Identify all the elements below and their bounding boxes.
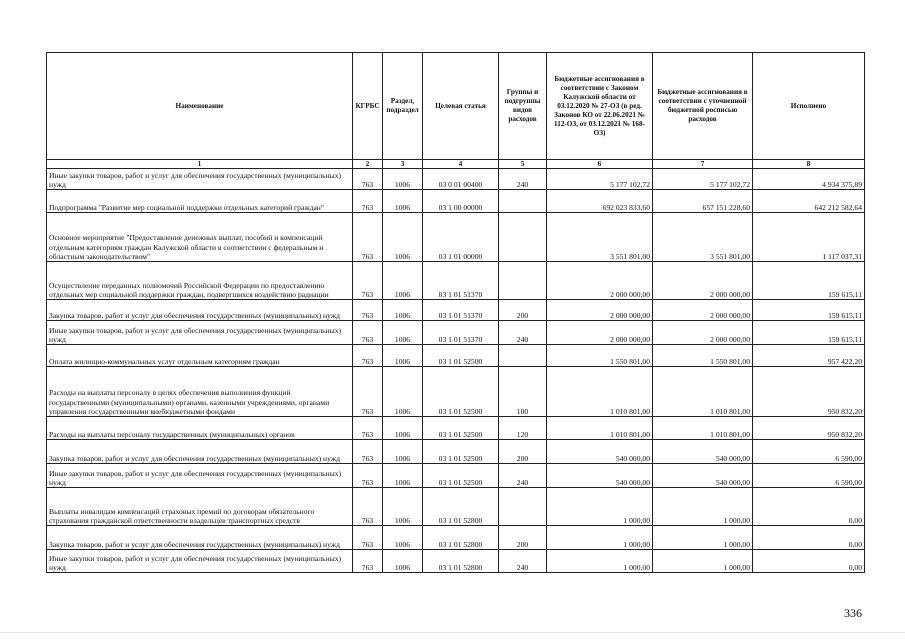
row-refined-allocation: 657 151 228,60 [653,190,753,213]
header-expense-group: Группы и подгруппы видов расходов [499,53,547,160]
row-law-allocation: 1 000,00 [547,488,653,526]
row-executed: 0,00 [753,550,865,573]
table-row [47,417,865,440]
row-name: Иные закупки товаров, работ и услуг для обеспечения государственных (муниципальных) нужд [47,321,353,345]
row-law-allocation: 3 551 801,00 [547,213,653,262]
row-target-article: 03 1 01 51370 [423,262,499,300]
header-law-allocations: Бюджетные ассигнования в соответствии с Законом Калужской области от 03.12.2020 № 27-ОЗ (в ред. Законов КО от 22.06.2021 № 112-ОЗ, от 03.12.2021 № 168-ОЗ) [547,53,653,160]
row-executed: 6 590,00 [753,440,865,464]
row-expense-group [499,345,547,367]
row-kgrbs: 763 [353,440,383,464]
row-refined-allocation: 2 000 000,00 [653,300,753,321]
column-number: 3 [383,160,423,169]
row-refined-allocation: 5 177 102,72 [653,169,753,190]
row-target-article: 03 1 01 52500 [423,367,499,417]
column-number: 1 [47,160,353,169]
row-section: 1006 [383,213,423,262]
row-target-article: 03 1 01 52500 [423,440,499,464]
row-law-allocation: 1 000,00 [547,550,653,573]
row-expense-group: 240 [499,550,547,573]
row-section: 1006 [383,345,423,367]
table-row [47,262,865,300]
row-section: 1006 [383,440,423,464]
row-executed: 159 615,11 [753,300,865,321]
row-law-allocation: 2 000 000,00 [547,300,653,321]
row-refined-allocation: 540 000,00 [653,440,753,464]
row-target-article: 03 1 01 00000 [423,213,499,262]
row-kgrbs: 763 [353,190,383,213]
row-kgrbs: 763 [353,345,383,367]
row-target-article: 03 1 01 52500 [423,417,499,440]
row-target-article: 03 1 01 51370 [423,321,499,345]
row-target-article: 03 0 01 00400 [423,169,499,190]
row-refined-allocation: 2 000 000,00 [653,321,753,345]
row-refined-allocation: 540 000,00 [653,464,753,488]
row-executed: 0,00 [753,488,865,526]
row-target-article: 03 1 01 52500 [423,345,499,367]
row-refined-allocation: 1 000,00 [653,526,753,550]
row-name: Расходы на выплаты персоналу в целях обеспечения выполнения функций государственными (муниципальными) органами, казенными учреждениями, органами управления государственными внебюджетными фондами [47,367,353,417]
row-section: 1006 [383,300,423,321]
row-expense-group: 200 [499,440,547,464]
scan-edge-divider [0,632,905,633]
column-number: 6 [547,160,653,169]
row-refined-allocation: 1 000,00 [653,550,753,573]
column-number: 2 [353,160,383,169]
table-row [47,213,865,262]
row-section: 1006 [383,526,423,550]
table-row [47,464,865,488]
row-executed: 0,00 [753,526,865,550]
row-kgrbs: 763 [353,262,383,300]
header-name: Наименование [47,53,353,160]
row-refined-allocation: 1 000,00 [653,488,753,526]
row-name: Оплата жилищно-коммунальных услуг отдельным категориям граждан [47,345,353,367]
row-refined-allocation: 3 551 801,00 [653,213,753,262]
row-name: Закупка товаров, работ и услуг для обеспечения государственных (муниципальных) нужд [47,440,353,464]
header-target-article: Целевая статья [423,53,499,160]
row-name: Иные закупки товаров, работ и услуг для обеспечения государственных (муниципальных) нужд [47,169,353,190]
column-number-row [47,160,865,169]
table-row [47,488,865,526]
row-expense-group: 200 [499,526,547,550]
row-law-allocation: 692 023 833,60 [547,190,653,213]
row-law-allocation: 5 177 102,72 [547,169,653,190]
row-executed: 1 117 037,31 [753,213,865,262]
row-executed: 6 590,00 [753,464,865,488]
row-name: Закупка товаров, работ и услуг для обеспечения государственных (муниципальных) нужд [47,300,353,321]
row-executed: 4 934 375,89 [753,169,865,190]
table-body [47,169,865,573]
row-expense-group: 240 [499,464,547,488]
table-row [47,321,865,345]
column-number: 8 [753,160,865,169]
row-section: 1006 [383,169,423,190]
header-kgrbs: КГРБС [353,53,383,160]
row-expense-group [499,488,547,526]
row-law-allocation: 2 000 000,00 [547,262,653,300]
row-target-article: 03 1 00 00000 [423,190,499,213]
row-kgrbs: 763 [353,321,383,345]
row-executed: 950 832,20 [753,367,865,417]
row-expense-group: 240 [499,321,547,345]
row-section: 1006 [383,367,423,417]
row-executed: 159 615,11 [753,262,865,300]
table-row [47,367,865,417]
header-executed: Исполнено [753,53,865,160]
row-section: 1006 [383,464,423,488]
table-header-row [47,53,865,160]
table-row [47,345,865,367]
row-expense-group: 240 [499,169,547,190]
row-target-article: 03 1 01 52800 [423,526,499,550]
row-law-allocation: 540 000,00 [547,440,653,464]
row-kgrbs: 763 [353,550,383,573]
row-target-article: 03 1 01 51370 [423,300,499,321]
row-expense-group [499,262,547,300]
row-name: Осуществление переданных полномочий Российской Федерации по предоставлению отдельных мер социальной поддержки граждан, подвергшихся воздействию радиации [47,262,353,300]
page-number: 336 [844,606,862,620]
row-kgrbs: 763 [353,300,383,321]
row-law-allocation: 1 010 801,00 [547,367,653,417]
budget-execution-table [46,52,865,573]
row-refined-allocation: 2 000 000,00 [653,262,753,300]
row-expense-group: 200 [499,300,547,321]
row-law-allocation: 1 550 801,00 [547,345,653,367]
row-executed: 950 832,20 [753,417,865,440]
row-section: 1006 [383,550,423,573]
row-expense-group: 120 [499,417,547,440]
row-section: 1006 [383,262,423,300]
row-law-allocation: 2 000 000,00 [547,321,653,345]
budget-table-page [46,52,865,573]
row-section: 1006 [383,417,423,440]
row-name: Иные закупки товаров, работ и услуг для обеспечения государственных (муниципальных) нужд [47,464,353,488]
row-section: 1006 [383,190,423,213]
row-name: Закупка товаров, работ и услуг для обеспечения государственных (муниципальных) нужд [47,526,353,550]
table-row [47,300,865,321]
row-expense-group [499,190,547,213]
row-law-allocation: 1 010 801,00 [547,417,653,440]
row-kgrbs: 763 [353,367,383,417]
table-row [47,526,865,550]
header-section: Раздел, подраздел [383,53,423,160]
row-executed: 159 615,11 [753,321,865,345]
row-law-allocation: 1 000,00 [547,526,653,550]
row-kgrbs: 763 [353,417,383,440]
row-target-article: 03 1 01 52800 [423,550,499,573]
row-kgrbs: 763 [353,213,383,262]
column-number: 7 [653,160,753,169]
row-name: Расходы на выплаты персоналу государственных (муниципальных) органов [47,417,353,440]
row-kgrbs: 763 [353,526,383,550]
column-number: 5 [499,160,547,169]
column-number: 4 [423,160,499,169]
row-refined-allocation: 1 010 801,00 [653,417,753,440]
header-refined-allocations: Бюджетные ассигнования в соответствии с уточненной бюджетной росписью расходов [653,53,753,160]
row-kgrbs: 763 [353,488,383,526]
table-row [47,169,865,190]
row-law-allocation: 540 000,00 [547,464,653,488]
row-executed: 642 212 582,64 [753,190,865,213]
table-row [47,190,865,213]
row-name: Подпрограмма "Развитие мер социальной поддержки отдельных категорий граждан" [47,190,353,213]
row-executed: 957 422,20 [753,345,865,367]
row-expense-group: 100 [499,367,547,417]
row-name: Основное мероприятие "Предоставление денежных выплат, пособий и компенсаций отдельным категориям граждан Калужской области в соответствии с федеральным и областным законодательством" [47,213,353,262]
row-kgrbs: 763 [353,169,383,190]
table-row [47,440,865,464]
row-target-article: 03 1 01 52800 [423,488,499,526]
row-target-article: 03 1 01 52500 [423,464,499,488]
table-row [47,550,865,573]
row-name: Выплаты инвалидам компенсаций страховых премий по договорам обязательного страхования гражданской ответственности владельцев транспортных средств [47,488,353,526]
row-kgrbs: 763 [353,464,383,488]
row-name: Иные закупки товаров, работ и услуг для обеспечения государственных (муниципальных) нужд [47,550,353,573]
row-section: 1006 [383,488,423,526]
row-refined-allocation: 1 550 801,00 [653,345,753,367]
row-section: 1006 [383,321,423,345]
row-refined-allocation: 1 010 801,00 [653,367,753,417]
row-expense-group [499,213,547,262]
